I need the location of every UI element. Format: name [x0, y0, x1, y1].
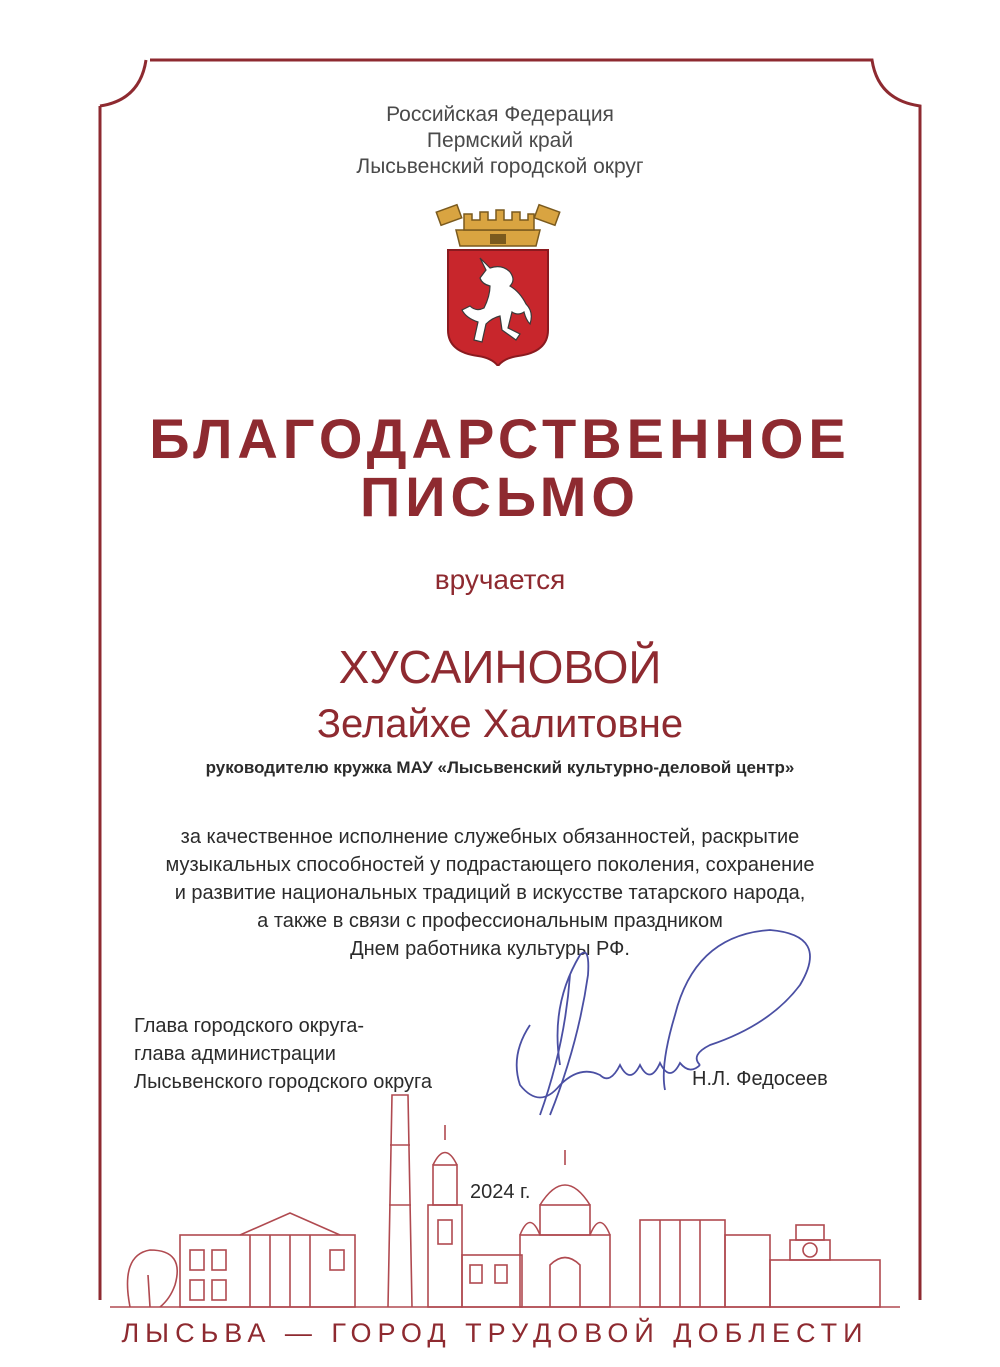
header-region: Пермский край — [426, 129, 574, 152]
document-title-line2: ПИСЬМО — [359, 465, 640, 528]
signatory-title-line: глава администрации — [134, 1043, 336, 1065]
recipient-surname: ХУСАИНОВОЙ — [338, 641, 662, 693]
coat-of-arms-icon — [430, 200, 566, 366]
header-district: Лысьвенский городской округ — [356, 155, 644, 178]
signatory-title-line: Глава городского округа- — [134, 1015, 365, 1037]
document-title-line1: БЛАГОДАРСТВЕННОЕ — [149, 407, 851, 470]
signatory-title — [134, 1012, 432, 1096]
signatory-title-line: Лысьвенского городского округа — [134, 1071, 432, 1093]
reason-line: музыкальных способностей у подрастающего поколения, сохранение — [165, 854, 815, 876]
reason-line: и развитие национальных традиций в искусстве татарского народа, — [174, 882, 806, 904]
recipient-position: руководителю кружка МАУ «Лысьвенский культурно-деловой центр» — [205, 758, 795, 777]
signatory-name: Н.Л. Федосеев — [692, 1068, 828, 1090]
signature-mark — [490, 915, 830, 1145]
reason-line: Днем работника культуры РФ. — [350, 938, 630, 960]
reason-line: а также в связи с профессиональным праздником — [257, 910, 723, 932]
header-country: Российская Федерация — [386, 103, 614, 126]
reason-line: за качественное исполнение служебных обязанностей, раскрытие — [180, 826, 800, 848]
issuer-header — [0, 102, 1000, 180]
presented-text: вручается — [434, 564, 566, 595]
recipient-given-names: Зелайхе Халитовне — [316, 702, 684, 746]
issue-year: 2024 г. — [470, 1181, 531, 1203]
city-motto: ЛЫСЬВА — ГОРОД ТРУДОВОЙ ДОБЛЕСТИ — [121, 1318, 869, 1348]
